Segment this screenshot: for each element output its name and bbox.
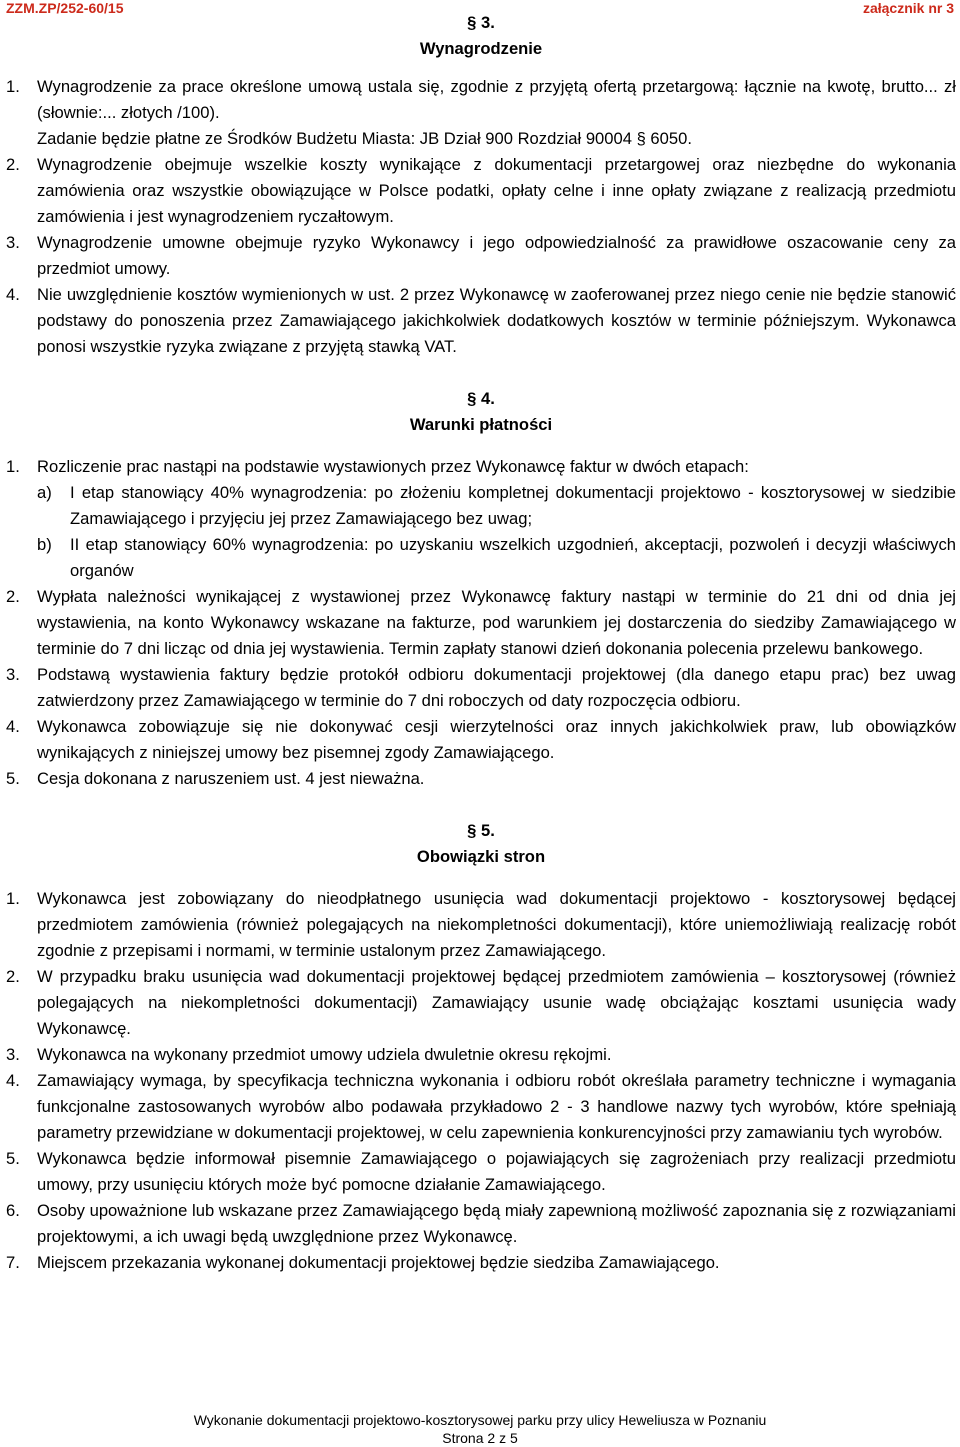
section-number: § 3. (467, 13, 495, 32)
list-item: 1. Wynagrodzenie za prace określone umową ustala się, zgodnie z przyjętą ofertą przetargową: łącznie na kwotę, brutto... zł (słownie:... złotych /100). (6, 77, 956, 122)
list-item: 4. Zamawiający wymaga, by specyfikacja techniczna wykonania i odbioru robót określała parametry techniczne i wymagania funkcjonalne zastosowanych wyrobów albo podawała przykładowo 2 - 3 handlowe nazwy tych wyrobów, które spełniają parametry przewidziane w dokumentacji projektowej, w celu zapewnienia konkurencyjności przy zamawianiu tych wyrobów. (6, 1071, 956, 1142)
page-footer (0, 1411, 960, 1447)
attachment-label: załącznik nr 3 (862, 0, 954, 16)
section-title: Warunki płatności (409, 415, 553, 434)
page-number: Strona 2 z 5 (442, 1430, 518, 1446)
list-item: 4. Wykonawca zobowiązuje się nie dokonywać cesji wierzytelności oraz innych jakichkolwiek praw, lub obowiązków wynikających z niniejszej umowy bez pisemnej zgody Zamawiającego. (6, 717, 956, 762)
list-item: 1. Rozliczenie prac nastąpi na podstawie wystawionych przez Wykonawcę faktur w dwóch etapach: (6, 457, 749, 476)
section-5-items (6, 886, 956, 1276)
section-3-heading (6, 10, 956, 62)
footer-title: Wykonanie dokumentacji projektowo-kosztorysowej parku przy ulicy Heweliusza w Poznaniu (193, 1412, 767, 1428)
list-item: 2. W przypadku braku usunięcia wad dokumentacji projektowej będącej przedmiotem zamówienia – kosztorysowej (również polegających na niekompletności dokumentacji) Zamawiający usunie wadę obciążając kosztami usunięcia wady Wykonawcę. (6, 967, 956, 1038)
document-reference: ZZM.ZP/252-60/15 (6, 0, 124, 16)
list-item: 3. Wykonawca na wykonany przedmiot umowy udziela dwuletnie okresu rękojmi. (6, 1045, 612, 1064)
list-item: 1. Wykonawca jest zobowiązany do nieodpłatnego usunięcia wad dokumentacji projektowo - kosztorysowej będącej przedmiotem zamówienia (również polegających na niekompletności dokumentacji), które uniemożliwiają realizację robót zgodnie z przepisami i normami, w terminie ustalonym przez Zamawiającego. (6, 889, 956, 960)
list-item: 2. Wynagrodzenie obejmuje wszelkie koszty wynikające z dokumentacji przetargowej oraz niezbędne do wykonania zamówienia oraz wszystkie obowiązujące w Polsce podatki, opłaty celne i inne opłaty związane z realizacją przedmiotu zamówienia i jest wynagrodzeniem ryczałtowym. (6, 155, 956, 226)
section-4-items (6, 454, 956, 792)
list-item: 7. Miejscem przekazania wykonanej dokumentacji projektowej będzie siedziba Zamawiającego. (6, 1253, 720, 1272)
sub-item: a) I etap stanowiący 40% wynagrodzenia: po złożeniu kompletnej dokumentacji projektowo - kosztorysowej w siedzibie Zamawiającego i przyjęciu jej przez Zamawiającego bez uwag; (37, 483, 956, 528)
section-title: Obowiązki stron (416, 847, 546, 866)
list-item: 3. Podstawą wystawienia faktury będzie protokół odbioru dokumentacji projektowej (dla danego etapu prac) bez uwag zatwierdzony przez Zamawiającego w terminie do 7 dni roboczych od daty rozpoczęcia odbioru. (6, 665, 956, 710)
list-item: 5. Cesja dokonana z naruszeniem ust. 4 jest nieważna. (6, 769, 425, 788)
list-item: 2. Wypłata należności wynikającej z wystawionej przez Wykonawcę faktury nastąpi w terminie do 21 dni od dnia jej wystawienia, na konto Wykonawcy wskazane na fakturze, pod warunkiem jej dostarczenia do siedziby Zamawiającego w terminie do 7 dni licząc od dnia jej wystawienia. Termin zapłaty stanowi dzień dokonania polecenia przelewu bankowego. (6, 587, 956, 658)
list-item: 5. Wykonawca będzie informował pisemnie Zamawiającego o pojawiających się zagrożeniach przy realizacji przedmiotu umowy, przy usunięciu których może być pomocne działanie Zamawiającego. (6, 1149, 956, 1194)
section-3-items (6, 74, 956, 360)
section-number: § 5. (467, 821, 495, 840)
section-title: Wynagrodzenie (419, 39, 543, 58)
section-5-heading (6, 818, 956, 870)
list-item: Zadanie będzie płatne ze Środków Budżetu Miasta: JB Dział 900 Rozdział 90004 § 6050. (37, 129, 692, 148)
document-body (6, 0, 956, 1276)
section-4-heading (6, 386, 956, 438)
list-item: 6. Osoby upoważnione lub wskazane przez Zamawiającego będą miały zapewnioną możliwość zapoznania się z rozwiązaniami projektowymi, a ich uwagi będą uwzględnione przez Wykonawcę. (6, 1201, 956, 1246)
list-item: 3. Wynagrodzenie umowne obejmuje ryzyko Wykonawcy i jego odpowiedzialność za prawidłowe oszacowanie ceny za przedmiot umowy. (6, 233, 956, 278)
sub-item: b) II etap stanowiący 60% wynagrodzenia: po uzyskaniu wszelkich uzgodnień, akceptacji, pozwoleń i decyzji właściwych organów (37, 535, 956, 580)
section-number: § 4. (467, 389, 495, 408)
list-item: 4. Nie uwzględnienie kosztów wymienionych w ust. 2 przez Wykonawcę w zaoferowanej przez niego cenie nie będzie stanowić podstawy do ponoszenia przez Zamawiającego jakichkolwiek dodatkowych kosztów w terminie późniejszym. Wykonawca ponosi wszystkie ryzyka związane z przyjętą stawką VAT. (6, 285, 956, 356)
